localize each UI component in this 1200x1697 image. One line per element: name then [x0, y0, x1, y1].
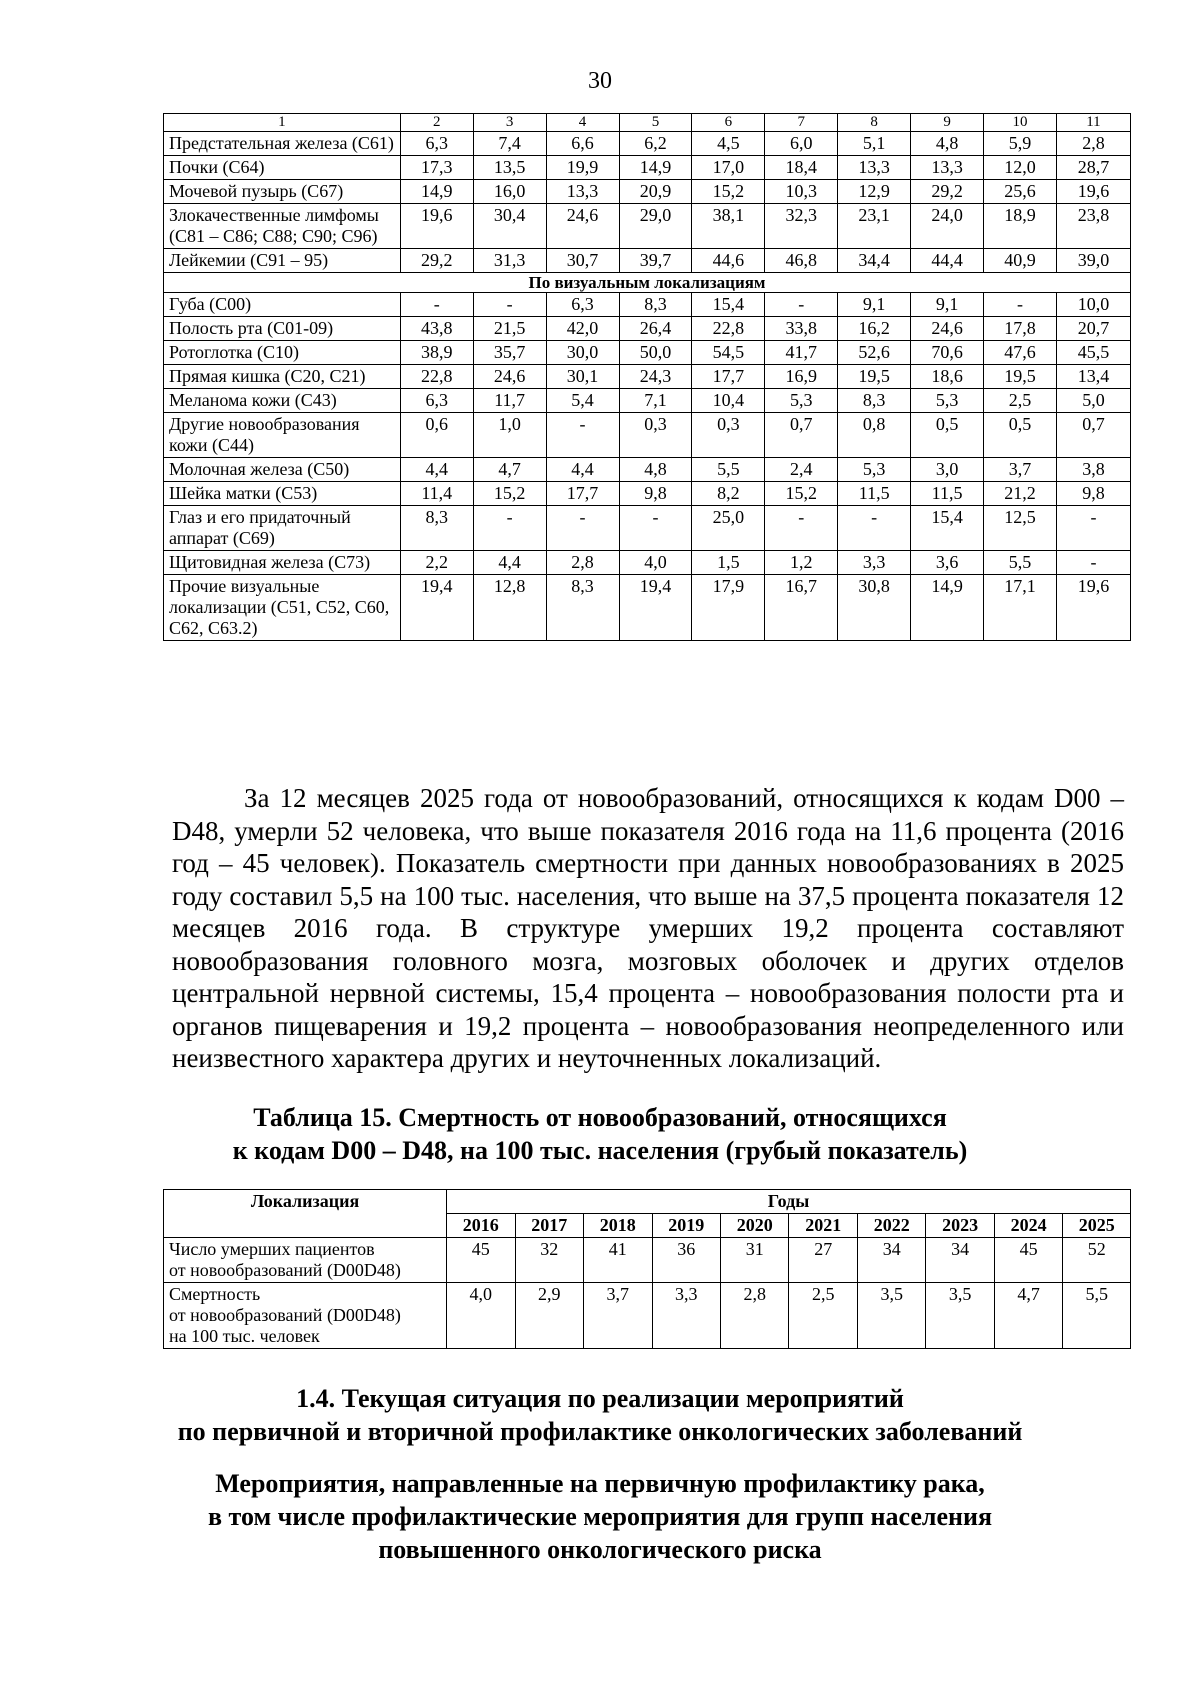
value-cell: 16,2	[838, 317, 911, 341]
column-number: 11	[1056, 114, 1130, 132]
value-cell: 8,3	[400, 506, 473, 551]
section-heading	[0, 1382, 1200, 1448]
value-cell: 0,8	[838, 413, 911, 458]
value-cell: 18,4	[765, 156, 838, 180]
value-cell: 14,9	[619, 156, 692, 180]
value-cell: 24,6	[473, 365, 546, 389]
subheading-line: в том числе профилактические мероприятия для групп населения	[207, 1502, 993, 1531]
value-cell: 4,7	[473, 458, 546, 482]
table-row	[164, 413, 1131, 458]
value-cell: 11,5	[911, 482, 984, 506]
table-row	[164, 551, 1131, 575]
value-cell: 22,8	[400, 365, 473, 389]
value-cell: 54,5	[692, 341, 765, 365]
column-number: 7	[765, 114, 838, 132]
value-cell: 6,2	[619, 132, 692, 156]
value-cell: 5,9	[984, 132, 1057, 156]
value-cell: 6,3	[546, 293, 619, 317]
value-cell: 6,0	[765, 132, 838, 156]
value-cell: 15,2	[692, 180, 765, 204]
header-localization: Локализация	[164, 1190, 447, 1238]
value-cell: 17,8	[984, 317, 1057, 341]
value-cell: 22,8	[692, 317, 765, 341]
value-cell: 16,0	[473, 180, 546, 204]
value-cell: 11,7	[473, 389, 546, 413]
value-cell: 45	[447, 1238, 515, 1283]
value-cell: 31	[720, 1238, 788, 1283]
row-label	[164, 1238, 447, 1283]
value-cell: 3,7	[984, 458, 1057, 482]
value-cell: 7,4	[473, 132, 546, 156]
column-number: 1	[164, 114, 401, 132]
value-cell: 20,9	[619, 180, 692, 204]
value-cell: 11,4	[400, 482, 473, 506]
year-header: 2022	[857, 1214, 925, 1238]
value-cell: 4,8	[619, 458, 692, 482]
value-cell: 40,9	[984, 249, 1057, 273]
value-cell: 41	[584, 1238, 652, 1283]
year-header: 2020	[720, 1214, 788, 1238]
value-cell: 18,9	[984, 204, 1057, 249]
row-label: Полость рта (C01-09)	[164, 317, 401, 341]
value-cell: 19,4	[619, 575, 692, 641]
header-years: Годы	[447, 1190, 1131, 1214]
mortality-table	[163, 1189, 1131, 1349]
value-cell: 19,4	[400, 575, 473, 641]
section-heading-line: 1.4. Текущая ситуация по реализации мероприятий	[296, 1384, 904, 1413]
year-header: 2019	[652, 1214, 720, 1238]
value-cell: 3,5	[857, 1283, 925, 1349]
value-cell: 18,6	[911, 365, 984, 389]
value-cell: -	[400, 293, 473, 317]
value-cell: -	[473, 293, 546, 317]
value-cell: 29,2	[400, 249, 473, 273]
value-cell: 3,7	[584, 1283, 652, 1349]
localization-table	[163, 113, 1131, 641]
value-cell: 21,5	[473, 317, 546, 341]
year-header: 2024	[994, 1214, 1062, 1238]
table-row	[164, 482, 1131, 506]
year-header: 2018	[584, 1214, 652, 1238]
value-cell: 7,1	[619, 389, 692, 413]
column-number-row	[164, 114, 1131, 132]
value-cell: 4,8	[911, 132, 984, 156]
value-cell: 3,3	[838, 551, 911, 575]
row-label-line: на 100 тыс. человек	[169, 1326, 320, 1346]
row-label: Прямая кишка (C20, C21)	[164, 365, 401, 389]
table-row	[164, 156, 1131, 180]
value-cell: 2,5	[789, 1283, 857, 1349]
value-cell: 17,0	[692, 156, 765, 180]
column-number: 4	[546, 114, 619, 132]
row-label: Ротоглотка (C10)	[164, 341, 401, 365]
value-cell: -	[984, 293, 1057, 317]
value-cell: -	[619, 506, 692, 551]
value-cell: 5,0	[1056, 389, 1130, 413]
row-label: Другие новообразования кожи (C44)	[164, 413, 401, 458]
value-cell: 38,1	[692, 204, 765, 249]
value-cell: 4,5	[692, 132, 765, 156]
value-cell: 39,0	[1056, 249, 1130, 273]
value-cell: 3,6	[911, 551, 984, 575]
table-row	[164, 1283, 1131, 1349]
value-cell: 2,8	[1056, 132, 1130, 156]
value-cell: 34	[857, 1238, 925, 1283]
value-cell: 36	[652, 1238, 720, 1283]
value-cell: 2,8	[720, 1283, 788, 1349]
row-label: Мочевой пузырь (C67)	[164, 180, 401, 204]
value-cell: 8,3	[838, 389, 911, 413]
value-cell: 14,9	[400, 180, 473, 204]
value-cell: 30,8	[838, 575, 911, 641]
value-cell: 1,2	[765, 551, 838, 575]
value-cell: 9,1	[911, 293, 984, 317]
value-cell: 17,9	[692, 575, 765, 641]
value-cell: 9,1	[838, 293, 911, 317]
value-cell: 50,0	[619, 341, 692, 365]
value-cell: -	[765, 293, 838, 317]
value-cell: 43,8	[400, 317, 473, 341]
value-cell: 12,9	[838, 180, 911, 204]
value-cell: 5,1	[838, 132, 911, 156]
value-cell: 3,8	[1056, 458, 1130, 482]
value-cell: 13,5	[473, 156, 546, 180]
table-15-title-line: Таблица 15. Смертность от новообразований, относящихся	[253, 1103, 947, 1132]
value-cell: 17,1	[984, 575, 1057, 641]
row-label: Щитовидная железа (C73)	[164, 551, 401, 575]
value-cell: 4,7	[994, 1283, 1062, 1349]
row-label-line: Смертность	[169, 1284, 261, 1304]
value-cell: 5,3	[765, 389, 838, 413]
row-label	[164, 1283, 447, 1349]
value-cell: 28,7	[1056, 156, 1130, 180]
table-row	[164, 317, 1131, 341]
value-cell: 15,4	[911, 506, 984, 551]
value-cell: 39,7	[619, 249, 692, 273]
value-cell: 70,6	[911, 341, 984, 365]
value-cell: 1,0	[473, 413, 546, 458]
value-cell: 46,8	[765, 249, 838, 273]
value-cell: 12,8	[473, 575, 546, 641]
value-cell: 44,4	[911, 249, 984, 273]
value-cell: 4,0	[619, 551, 692, 575]
value-cell: 19,5	[838, 365, 911, 389]
value-cell: 12,0	[984, 156, 1057, 180]
value-cell: 0,5	[911, 413, 984, 458]
value-cell: 4,4	[473, 551, 546, 575]
value-cell: 6,3	[400, 132, 473, 156]
value-cell: 20,7	[1056, 317, 1130, 341]
value-cell: 19,9	[546, 156, 619, 180]
row-label-line: от новообразований (D00D48)	[169, 1260, 401, 1280]
table-row	[164, 458, 1131, 482]
value-cell: 19,6	[400, 204, 473, 249]
section-title: По визуальным локализациям	[164, 273, 1131, 293]
value-cell: 0,5	[984, 413, 1057, 458]
value-cell: 34,4	[838, 249, 911, 273]
column-number: 6	[692, 114, 765, 132]
value-cell: 34	[926, 1238, 994, 1283]
value-cell: 32	[515, 1238, 583, 1283]
value-cell: 19,6	[1056, 575, 1130, 641]
value-cell: 21,2	[984, 482, 1057, 506]
value-cell: 1,5	[692, 551, 765, 575]
value-cell: 8,3	[619, 293, 692, 317]
table-row	[164, 506, 1131, 551]
table-row	[164, 132, 1131, 156]
row-label: Меланома кожи (C43)	[164, 389, 401, 413]
year-header: 2025	[1063, 1214, 1131, 1238]
table-row	[164, 180, 1131, 204]
table-row	[164, 341, 1131, 365]
row-label: Предстательная железа (C61)	[164, 132, 401, 156]
value-cell: 10,4	[692, 389, 765, 413]
value-cell: 5,5	[692, 458, 765, 482]
value-cell: 5,3	[911, 389, 984, 413]
row-label-line: от новообразований (D00D48)	[169, 1305, 401, 1325]
section-row	[164, 273, 1131, 293]
year-header: 2023	[926, 1214, 994, 1238]
value-cell: -	[546, 506, 619, 551]
column-number: 3	[473, 114, 546, 132]
row-label: Почки (C64)	[164, 156, 401, 180]
table-15-title-line: к кодам D00 – D48, на 100 тыс. населения (грубый показатель)	[232, 1136, 968, 1165]
value-cell: 24,6	[911, 317, 984, 341]
section-heading-line: по первичной и вторичной профилактике онкологических заболеваний	[177, 1417, 1023, 1446]
table-row	[164, 575, 1131, 641]
value-cell: 10,0	[1056, 293, 1130, 317]
value-cell: 27	[789, 1238, 857, 1283]
column-number: 9	[911, 114, 984, 132]
value-cell: 5,5	[984, 551, 1057, 575]
value-cell: 0,7	[1056, 413, 1130, 458]
value-cell: -	[473, 506, 546, 551]
value-cell: 13,3	[838, 156, 911, 180]
row-label: Лейкемии (C91 – 95)	[164, 249, 401, 273]
value-cell: 25,6	[984, 180, 1057, 204]
year-header: 2021	[789, 1214, 857, 1238]
value-cell: 3,0	[911, 458, 984, 482]
table-row	[164, 365, 1131, 389]
value-cell: -	[838, 506, 911, 551]
year-header: 2016	[447, 1214, 515, 1238]
row-label: Губа (C00)	[164, 293, 401, 317]
table-row	[164, 293, 1131, 317]
table-15-title	[0, 1101, 1200, 1167]
value-cell: 13,3	[911, 156, 984, 180]
value-cell: 5,5	[1063, 1283, 1131, 1349]
value-cell: 14,9	[911, 575, 984, 641]
value-cell: 2,4	[765, 458, 838, 482]
value-cell: 29,0	[619, 204, 692, 249]
value-cell: 19,5	[984, 365, 1057, 389]
value-cell: 3,5	[926, 1283, 994, 1349]
value-cell: 0,3	[619, 413, 692, 458]
mortality-paragraph: За 12 месяцев 2025 года от новообразований, относящихся к кодам D00 – D48, умерли 52 человека, что выше показателя 2016 года на 11,6 процента (2016 год – 45 человек). Показатель смертности при данных новообразованиях в 2025 году составил 5,5 на 100 тыс. населения, что выше на 37,5 процента показателя 12 месяцев 2016 года. В структуре умерших 19,2 процента составляют новообразования головного мозга, мозговых оболочек и других отделов центральной нервной системы, 15,4 процента – новообразования полости рта и органов пищеварения и 19,2 процента – новообразования неопределенного или неизвестного характера других и неуточненных локализаций.	[172, 783, 1124, 1073]
value-cell: 41,7	[765, 341, 838, 365]
row-label: Прочие визуальные локализации (C51, C52, C60, C62, C63.2)	[164, 575, 401, 641]
row-label-line: Число умерших пациентов	[169, 1239, 375, 1259]
value-cell: 25,0	[692, 506, 765, 551]
value-cell: -	[546, 413, 619, 458]
value-cell: 6,3	[400, 389, 473, 413]
value-cell: 17,7	[692, 365, 765, 389]
row-label: Молочная железа (C50)	[164, 458, 401, 482]
value-cell: 2,8	[546, 551, 619, 575]
row-label: Глаз и его придаточный аппарат (C69)	[164, 506, 401, 551]
value-cell: 12,5	[984, 506, 1057, 551]
value-cell: 4,4	[400, 458, 473, 482]
value-cell: 24,3	[619, 365, 692, 389]
value-cell: 32,3	[765, 204, 838, 249]
value-cell: 2,2	[400, 551, 473, 575]
value-cell: 9,8	[1056, 482, 1130, 506]
value-cell: 4,4	[546, 458, 619, 482]
value-cell: 11,5	[838, 482, 911, 506]
value-cell: 24,0	[911, 204, 984, 249]
value-cell: 15,2	[473, 482, 546, 506]
value-cell: 31,3	[473, 249, 546, 273]
value-cell: -	[1056, 551, 1130, 575]
value-cell: 16,9	[765, 365, 838, 389]
value-cell: 0,3	[692, 413, 765, 458]
value-cell: 29,2	[911, 180, 984, 204]
value-cell: 38,9	[400, 341, 473, 365]
subheading-line: Мероприятия, направленные на первичную профилактику рака,	[215, 1469, 985, 1498]
value-cell: 23,1	[838, 204, 911, 249]
value-cell: 13,3	[546, 180, 619, 204]
value-cell: 6,6	[546, 132, 619, 156]
value-cell: 13,4	[1056, 365, 1130, 389]
value-cell: 10,3	[765, 180, 838, 204]
value-cell: 4,0	[447, 1283, 515, 1349]
value-cell: 3,3	[652, 1283, 720, 1349]
subheading-line: повышенного онкологического риска	[378, 1535, 822, 1564]
value-cell: 30,4	[473, 204, 546, 249]
value-cell: 5,3	[838, 458, 911, 482]
value-cell: 52	[1063, 1238, 1131, 1283]
value-cell: 2,9	[515, 1283, 583, 1349]
column-number: 10	[984, 114, 1057, 132]
value-cell: 47,6	[984, 341, 1057, 365]
value-cell: 0,7	[765, 413, 838, 458]
value-cell: 8,3	[546, 575, 619, 641]
table-row	[164, 204, 1131, 249]
table-row	[164, 389, 1131, 413]
value-cell: 26,4	[619, 317, 692, 341]
value-cell: 52,6	[838, 341, 911, 365]
column-number: 8	[838, 114, 911, 132]
row-label: Шейка матки (C53)	[164, 482, 401, 506]
value-cell: 24,6	[546, 204, 619, 249]
value-cell: 8,2	[692, 482, 765, 506]
value-cell: 30,0	[546, 341, 619, 365]
value-cell: 30,7	[546, 249, 619, 273]
page-number: 30	[588, 68, 612, 94]
value-cell: 15,4	[692, 293, 765, 317]
subheading	[0, 1467, 1200, 1566]
value-cell: 35,7	[473, 341, 546, 365]
value-cell: -	[765, 506, 838, 551]
value-cell: 44,6	[692, 249, 765, 273]
value-cell: 15,2	[765, 482, 838, 506]
value-cell: -	[1056, 506, 1130, 551]
table-row	[164, 249, 1131, 273]
value-cell: 30,1	[546, 365, 619, 389]
value-cell: 2,5	[984, 389, 1057, 413]
row-label: Злокачественные лимфомы (C81 – C86; C88; C90; C96)	[164, 204, 401, 249]
column-number: 2	[400, 114, 473, 132]
table-row	[164, 1238, 1131, 1283]
value-cell: 9,8	[619, 482, 692, 506]
value-cell: 17,7	[546, 482, 619, 506]
value-cell: 17,3	[400, 156, 473, 180]
value-cell: 16,7	[765, 575, 838, 641]
value-cell: 23,8	[1056, 204, 1130, 249]
value-cell: 45	[994, 1238, 1062, 1283]
value-cell: 45,5	[1056, 341, 1130, 365]
value-cell: 33,8	[765, 317, 838, 341]
value-cell: 5,4	[546, 389, 619, 413]
value-cell: 19,6	[1056, 180, 1130, 204]
column-number: 5	[619, 114, 692, 132]
year-header: 2017	[515, 1214, 583, 1238]
value-cell: 0,6	[400, 413, 473, 458]
value-cell: 42,0	[546, 317, 619, 341]
